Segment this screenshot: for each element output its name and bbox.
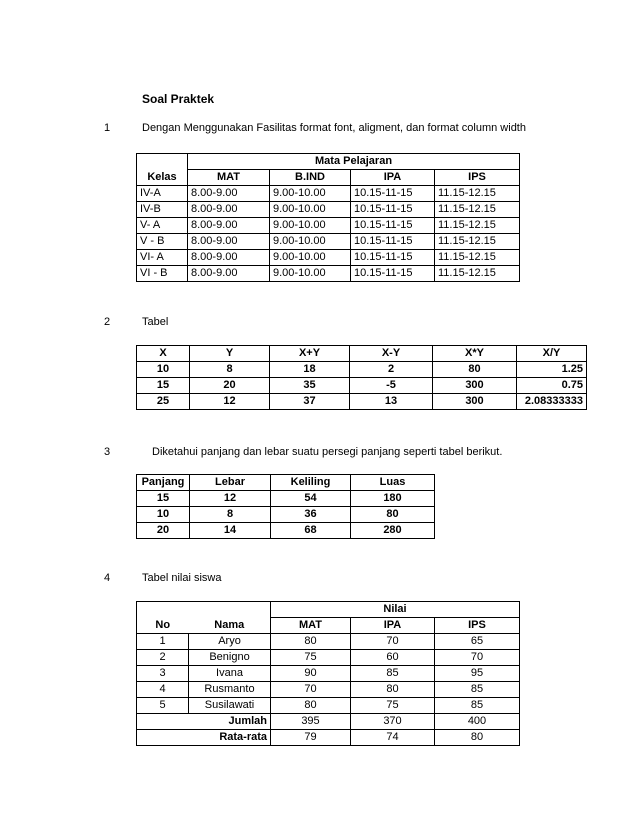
table-cell: 370 xyxy=(351,714,435,730)
table-row xyxy=(137,234,520,250)
table-cell: 11.15-12.15 xyxy=(435,186,520,202)
table-cell: 9.00-10.00 xyxy=(270,266,351,282)
column-header: Panjang xyxy=(137,475,190,491)
question-1-number: 1 xyxy=(104,122,111,134)
table-cell: 2 xyxy=(137,650,189,666)
column-header: IPA xyxy=(351,618,435,634)
table-header-row xyxy=(137,154,520,170)
question-4-number: 4 xyxy=(104,572,111,584)
table-cell: 25 xyxy=(137,394,190,410)
table-cell: 75 xyxy=(271,650,351,666)
table-cell: 90 xyxy=(271,666,351,682)
table-cell: Benigno xyxy=(189,650,271,666)
column-header: X/Y xyxy=(517,346,587,362)
table-cell: 5 xyxy=(137,698,189,714)
table-cell: 4 xyxy=(137,682,189,698)
table-cell: 60 xyxy=(351,650,435,666)
column-header: Y xyxy=(190,346,270,362)
table-cell: 80 xyxy=(351,682,435,698)
table-cell: 400 xyxy=(435,714,520,730)
grades-table xyxy=(136,601,520,746)
table-cell: 68 xyxy=(271,523,351,539)
column-header: X-Y xyxy=(350,346,433,362)
table-cell: 11.15-12.15 xyxy=(435,202,520,218)
average-label: Rata-rata xyxy=(137,730,271,746)
table-row xyxy=(137,634,520,650)
table-cell: 8.00-9.00 xyxy=(188,234,270,250)
column-header: B.IND xyxy=(270,170,351,186)
table-cell: 10.15-11-15 xyxy=(351,250,435,266)
table-cell: 95 xyxy=(435,666,520,682)
table-cell: 15 xyxy=(137,491,190,507)
table-cell: 80 xyxy=(433,362,517,378)
table-cell: 8 xyxy=(190,362,270,378)
table-cell: 65 xyxy=(435,634,520,650)
table-cell: 36 xyxy=(271,507,351,523)
table-cell: 70 xyxy=(435,650,520,666)
column-header: MAT xyxy=(188,170,270,186)
column-header: IPS xyxy=(435,618,520,634)
table-row xyxy=(137,202,520,218)
table-row xyxy=(137,266,520,282)
table-row xyxy=(137,698,520,714)
table-row xyxy=(137,491,435,507)
table-cell: 300 xyxy=(433,378,517,394)
column-header: Nama xyxy=(189,618,271,634)
question-4-text: Tabel nilai siswa xyxy=(142,572,222,584)
table-cell: 70 xyxy=(351,634,435,650)
table-cell: 54 xyxy=(271,491,351,507)
table-cell: 75 xyxy=(351,698,435,714)
group-header: Mata Pelajaran xyxy=(188,154,520,170)
table-row xyxy=(137,666,520,682)
table-row xyxy=(137,394,587,410)
question-2-number: 2 xyxy=(104,316,111,328)
table-cell: 395 xyxy=(271,714,351,730)
table-cell: 11.15-12.15 xyxy=(435,218,520,234)
question-3-number: 3 xyxy=(104,446,111,458)
table-cell xyxy=(189,602,271,618)
table-cell: 12 xyxy=(190,394,270,410)
table-cell: 1.25 xyxy=(517,362,587,378)
table-cell: 9.00-10.00 xyxy=(270,234,351,250)
table-cell: 1 xyxy=(137,634,189,650)
column-header: Luas xyxy=(351,475,435,491)
column-header: X+Y xyxy=(270,346,350,362)
column-header: IPS xyxy=(435,170,520,186)
table-cell: 8 xyxy=(190,507,271,523)
table-cell: 80 xyxy=(271,698,351,714)
table-cell: IV-A xyxy=(137,186,188,202)
table-cell: 9.00-10.00 xyxy=(270,218,351,234)
table-header-row xyxy=(137,475,435,491)
table-cell: 9.00-10.00 xyxy=(270,186,351,202)
table-cell: 11.15-12.15 xyxy=(435,250,520,266)
total-label: Jumlah xyxy=(137,714,271,730)
schedule-table xyxy=(136,153,520,282)
table-cell: 37 xyxy=(270,394,350,410)
total-row xyxy=(137,714,520,730)
table-cell: 8.00-9.00 xyxy=(188,250,270,266)
table-cell: 10.15-11-15 xyxy=(351,218,435,234)
table-cell: 8.00-9.00 xyxy=(188,218,270,234)
table-cell: 2 xyxy=(350,362,433,378)
table-cell: 8.00-9.00 xyxy=(188,186,270,202)
table-header-row xyxy=(137,618,520,634)
table-cell: 74 xyxy=(351,730,435,746)
table-cell: 85 xyxy=(351,666,435,682)
table-row xyxy=(137,507,435,523)
table-cell: 8.00-9.00 xyxy=(188,266,270,282)
table-cell: 80 xyxy=(435,730,520,746)
table-cell: VI - B xyxy=(137,266,188,282)
table-cell: 2.08333333 xyxy=(517,394,587,410)
table-cell: 3 xyxy=(137,666,189,682)
table-cell: 14 xyxy=(190,523,271,539)
table-cell: V - B xyxy=(137,234,188,250)
table-cell: 280 xyxy=(351,523,435,539)
table-cell: 10.15-11-15 xyxy=(351,186,435,202)
question-1-text: Dengan Menggunakan Fasilitas format font, aligment, dan format column width xyxy=(142,122,526,134)
table-cell: 79 xyxy=(271,730,351,746)
table-row xyxy=(137,218,520,234)
table-row xyxy=(137,682,520,698)
question-3-text: Diketahui panjang dan lebar suatu persegi panjang seperti tabel berikut. xyxy=(152,446,503,458)
table-cell: 180 xyxy=(351,491,435,507)
table-cell: 9.00-10.00 xyxy=(270,250,351,266)
table-cell: 80 xyxy=(351,507,435,523)
page-title: Soal Praktek xyxy=(142,92,215,106)
table-cell: 12 xyxy=(190,491,271,507)
table-cell: VI- A xyxy=(137,250,188,266)
table-cell: IV-B xyxy=(137,202,188,218)
table-cell: 85 xyxy=(435,698,520,714)
table-row xyxy=(137,250,520,266)
column-header: MAT xyxy=(271,618,351,634)
column-header: X xyxy=(137,346,190,362)
table-cell: 15 xyxy=(137,378,190,394)
table-row xyxy=(137,523,435,539)
group-header: Nilai xyxy=(271,602,520,618)
table-cell: 11.15-12.15 xyxy=(435,234,520,250)
table-row xyxy=(137,186,520,202)
table-cell: Ivana xyxy=(189,666,271,682)
table-cell: 11.15-12.15 xyxy=(435,266,520,282)
table-cell: 0.75 xyxy=(517,378,587,394)
arithmetic-table xyxy=(136,345,587,410)
table-cell: Susilawati xyxy=(189,698,271,714)
table-cell: 10.15-11-15 xyxy=(351,202,435,218)
table-cell: 85 xyxy=(435,682,520,698)
column-header: X*Y xyxy=(433,346,517,362)
table-cell: Aryo xyxy=(189,634,271,650)
table-cell: 10.15-11-15 xyxy=(351,266,435,282)
average-row xyxy=(137,730,520,746)
table-cell: -5 xyxy=(350,378,433,394)
table-cell: 80 xyxy=(271,634,351,650)
table-row xyxy=(137,362,587,378)
table-row xyxy=(137,650,520,666)
table-cell: 18 xyxy=(270,362,350,378)
table-cell: 10 xyxy=(137,362,190,378)
table-cell: 70 xyxy=(271,682,351,698)
table-cell: V- A xyxy=(137,218,188,234)
column-header: No xyxy=(137,618,189,634)
rectangle-table xyxy=(136,474,435,539)
question-2-text: Tabel xyxy=(142,316,169,328)
table-cell: 35 xyxy=(270,378,350,394)
table-cell: 300 xyxy=(433,394,517,410)
table-header-row xyxy=(137,346,587,362)
table-header-row xyxy=(137,602,520,618)
table-row xyxy=(137,378,587,394)
table-cell: 20 xyxy=(190,378,270,394)
table-cell: 10.15-11-15 xyxy=(351,234,435,250)
column-header: Keliling xyxy=(271,475,351,491)
column-header: Lebar xyxy=(190,475,271,491)
table-cell: Rusmanto xyxy=(189,682,271,698)
table-cell xyxy=(137,154,188,170)
column-header: IPA xyxy=(351,170,435,186)
table-cell: 13 xyxy=(350,394,433,410)
table-cell xyxy=(137,602,189,618)
table-cell: 20 xyxy=(137,523,190,539)
column-header: Kelas xyxy=(137,170,188,186)
table-cell: 8.00-9.00 xyxy=(188,202,270,218)
table-cell: 9.00-10.00 xyxy=(270,202,351,218)
table-header-row xyxy=(137,170,520,186)
table-cell: 10 xyxy=(137,507,190,523)
